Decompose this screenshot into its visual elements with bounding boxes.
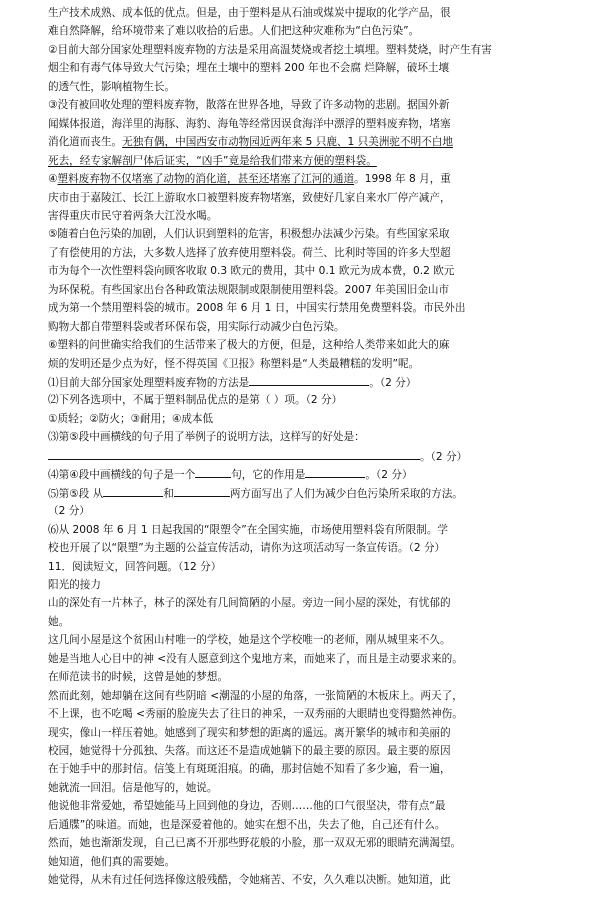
text-line [48,374,582,393]
text-segment: 然而，她也渐渐发现，自己已离不开那些野花般的小脸，那一双双无邪的眼睛充满渴望。 [48,837,462,850]
text-segment: 现实，像山一样压着她。她感到了现实和梦想的距离的遥远。离开繁华的城市和美丽的 [48,726,451,739]
text-segment: 然而此刻，她却躺在这间有些阴暗 <潮湿的小屋的角落，一张简陋的木板床上。两天了， [48,689,463,702]
text-line [48,392,582,410]
text-line [48,614,582,632]
text-line [48,854,582,872]
text-segment: 害得重庆市民守着两条大江没水喝。 [48,209,218,222]
text-line [48,632,582,650]
text-segment: 成为第一个禁用塑料袋的城市。2008 年 6 月 1 日，中国实行禁用免费塑料袋。市民外出 [48,302,466,315]
text-line [48,466,582,485]
text-segment: 阳光的接力 [48,578,101,591]
text-line [48,595,582,613]
text-segment: 市为每个一次性塑料袋向顾客收取 0.3 欧元的费用，其中 0.1 欧元为成本费，0.2 欧元 [48,265,455,278]
text-segment: 不上课，也不吃喝 <秀丽的脸庞失去了往日的神采，一双秀丽的大眼睛也变得黯然神伤。 [48,708,463,721]
text-segment: 。（2 分） [365,469,413,482]
text-line [48,780,582,798]
text-line [48,706,582,724]
text-segment: 校园，她觉得十分孤独、失落。而这还不是造成她躺下的最主要的原因。最主要的原因 [48,745,451,757]
text-segment: 后通牒”的味道。而她，也是深爱着他的。她实在想不出，失去了他，自己还有什么。 [48,818,446,831]
text-segment: 这几间小屋是这个贫困山村唯一的学校，她是这个学校唯一的老师，刚从城里来不久。 [48,634,451,647]
text-line [48,688,582,706]
text-line [48,761,582,779]
text-line [48,116,582,134]
text-segment: ⑷第④段中画横线的句子是一个 [48,469,196,482]
text-segment: 她就流一回泪。信是他写的，她说。 [48,781,218,794]
text-segment: ①质轻；②防火；③耐用；④成本低 [48,412,214,425]
text-segment: 烟尘和有毒气体导致大气污染；埋在土壤中的塑料 200 年也不会腐 烂降解，破坏土壤 [48,62,450,75]
text-segment: 在于她手中的那封信。信笺上有斑斑泪痕。的确，那封信她不知看了多少遍，看一遍， [48,763,451,776]
text-line [48,577,582,595]
text-segment: 购物大都自带塑料袋或者环保布袋，用实际行动减少白色污染。 [48,320,345,333]
text-line [48,356,582,374]
text-line [48,411,582,429]
text-line [48,153,582,171]
text-line [48,872,582,890]
text-line [48,42,582,60]
text-segment: 在师范读书的时候，这曾是她的梦想。 [48,671,229,684]
text-segment: 生产技术成熟、成本低的优点。但是，由于塑料是从石油或煤炭中提取的化学产品，很 [48,7,451,19]
text-segment: 。（2 分） [420,450,468,463]
text-line [48,97,582,115]
text-segment: ⑤随着白色污染的加剧，人们认识到塑料的危害，积极想办法减少污染。有些国家采取 [48,228,450,241]
text-segment: 11．阅读短文，回答问题。（12 分） [48,560,222,573]
text-line [48,669,582,687]
text-segment: （2 分） [48,505,90,518]
text-segment: ③没有被回收处理的塑料废弃物，散落在世界各地，导致了许多动物的悲剧。据国外新 [48,99,450,112]
text-segment: ⑥塑料的问世确实给我们的生活带来了极大的方便，但是，这种给人类带来如此大的麻 [48,339,450,352]
answer-blank[interactable] [103,485,163,497]
text-line [48,503,582,521]
text-line [48,337,582,355]
text-segment: 她知道，他们真的需要她。 [48,855,176,868]
text-segment: 难自然降解，给环境带来了难以收拾的后患。人们把这种灾难称为“白色污染”。 [48,25,420,38]
text-segment: 烦的发明还是少点为好，怪不得英国《卫报》称塑料是“人类最糟糕的发明”呢。 [48,357,420,370]
text-segment: 和 [163,487,174,500]
text-segment: 两方面写出了人们为减少白色污染所采取的方法。 [229,487,463,500]
text-segment: 。（2 分） [369,377,417,389]
answer-blank[interactable] [174,485,230,497]
text-segment: 山的深处有一片林子，林子的深处有几间简陋的小屋。旁边一间小屋的深处，有忧郁的 [48,597,451,610]
text-line [48,134,582,152]
answer-blank[interactable] [195,466,231,478]
text-segment: ⑵下列各选项中，不属于塑料制品优点的是第（ ）项。（2 分） [48,394,343,407]
text-line [48,725,582,743]
text-line [48,429,582,447]
text-segment: 庆市由于嘉陵江、长江上游取水口被塑料废弃物堵塞，致使好几家自来水厂停产减产， [48,191,451,204]
text-segment: 校也开展了以“限塑”为主题的公益宣传活动，请你为这项活动写一条宣传语。（2 分） [48,542,446,555]
text-segment: ⑹从 2008 年 6 月 1 日起我国的“限塑令”在全国实施，市场使用塑料袋有所限制。学 [48,523,449,536]
text-segment: 闻媒体报道，海洋里的海豚、海豹、海龟等经常因误食海洋中漂浮的塑料废弃物，堵塞 [48,117,451,130]
text-segment: 消化道而丧生。 [48,136,123,149]
text-segment: 她是当地人心目中的神 <没有人愿意到这个鬼地方来，而她来了，而且是主动要求来的。 [48,652,463,665]
underlined-text: 无独有偶，中国西安市动物园近两年来 5 只鹿、1 只美洲驼不明不白地 [122,136,453,149]
text-line [48,522,582,540]
text-segment: ②目前大部分国家处理塑料废弃物的方法是采用高温焚烧或者挖土填埋。塑料焚烧，时产生有害 [48,43,492,56]
text-line [48,835,582,853]
text-segment: 她。 [48,615,70,628]
text-segment: ⑴目前大部分国家处理塑料废弃物的方法是 [48,377,250,389]
text-line [48,651,582,669]
text-segment: 为环保税。有些国家出台各种政策法规限制或限制使用塑料袋。2007 年美国旧金山市 [48,283,450,296]
text-line [48,5,582,23]
text-line [48,448,582,467]
text-line [48,485,582,504]
text-line [48,79,582,97]
text-segment: ④ [48,173,58,186]
text-line [48,282,582,300]
text-segment: 她觉得，从未有过任何选择像这般残酷，令她痛苦、不安，久久难以决断。她知道，此 [48,874,451,887]
underlined-text: 塑料废弃物不仅堵塞了动物的消化道，甚至还堵塞了江河的通道 [57,173,355,186]
answer-blank[interactable] [305,466,365,478]
text-line [48,171,582,189]
text-segment: ⑸第⑤段 从 [48,487,104,500]
text-segment: 。1998 年 8 月，重 [354,173,451,186]
underlined-text: 死去，经专家解剖尸体后证实，“凶手”竟是给我们带来方便的塑料袋。 [48,154,377,167]
text-segment: 了有偿使用的方法，大多数人选择了放弃使用塑料袋。荷兰、比利时等国的许多大型超 [48,246,451,259]
text-line [48,245,582,263]
text-line [48,300,582,318]
text-segment: 他说他非常爱她，希望她能马上回到他的身边，否则……他的口气很坚决，带有点“最 [48,800,446,813]
text-line [48,559,582,577]
text-line [48,60,582,78]
text-line [48,319,582,337]
text-line [48,540,582,558]
answer-blank[interactable] [249,374,369,386]
text-line [48,798,582,816]
text-line [48,190,582,208]
text-line [48,263,582,281]
text-line [48,23,582,41]
text-line [48,208,582,226]
answer-blank[interactable] [48,448,420,460]
text-segment: 句，它的作用是 [231,469,306,482]
text-segment: 的透气性，影响植物生长。 [48,80,176,93]
text-line [48,743,582,761]
text-segment: ⑶第⑤段中画横线的句子用了举例子的说明方法，这样写的好处是： [48,431,365,444]
text-line [48,817,582,835]
text-line [48,226,582,244]
